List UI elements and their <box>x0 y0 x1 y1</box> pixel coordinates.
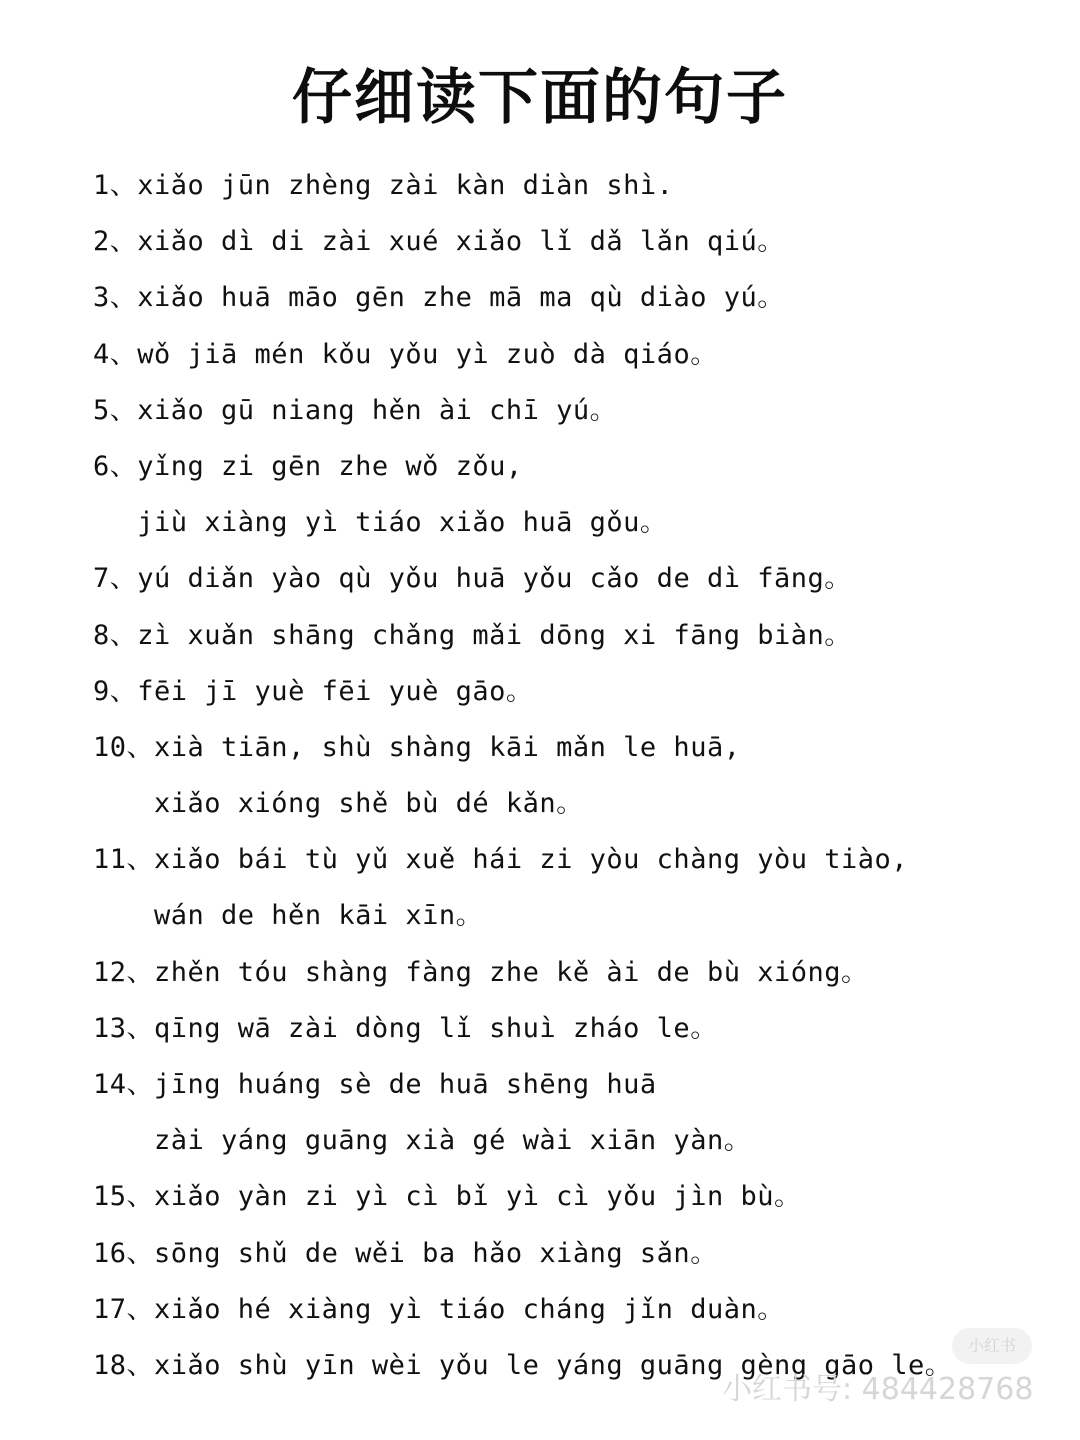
sentence-text: yǐng zi gēn zhe wǒ zǒu, <box>137 450 523 482</box>
sentence-number: 5、 <box>93 394 138 426</box>
sentence-text: qīng wā zài dòng lǐ shuì zháo le。 <box>154 1012 718 1044</box>
sentence-2 <box>93 214 1053 270</box>
sentence-text: xiǎo xióng shě bù dé kǎn。 <box>154 788 584 820</box>
sentence-6 <box>93 439 1053 495</box>
sentence-text: zhěn tóu shàng fàng zhe kě ài de bù xióng。 <box>154 956 869 988</box>
sentence-6-continued <box>93 495 1053 551</box>
sentence-11-continued <box>93 888 1053 944</box>
sentence-5 <box>93 383 1053 439</box>
sentence-number: 8、 <box>93 619 138 651</box>
sentence-number: 13、 <box>93 1012 155 1044</box>
sentence-text: jīng huáng sè de huā shēng huā <box>154 1069 657 1100</box>
sentence-text: xiǎo huā māo gēn zhe mā ma qù diào yú。 <box>137 282 785 314</box>
sentence-number: 4、 <box>93 338 138 370</box>
sentence-9 <box>93 664 1053 720</box>
sentence-number: 16、 <box>93 1237 155 1269</box>
sentence-10-continued <box>93 776 1053 832</box>
sentence-text: xiǎo bái tù yǔ xuě hái zi yòu chàng yòu tiào, <box>154 844 909 876</box>
sentence-number: 14、 <box>93 1069 155 1100</box>
sentence-number: 15、 <box>93 1181 155 1213</box>
sentence-8 <box>93 608 1053 664</box>
sentence-text: sōng shǔ de wěi ba hǎo xiàng sǎn。 <box>154 1237 718 1269</box>
sentence-text: xiǎo hé xiàng yì tiáo cháng jǐn duàn。 <box>154 1293 785 1325</box>
sentence-text: zì xuǎn shāng chǎng mǎi dōng xi fāng biàn。 <box>137 619 852 651</box>
sentence-7 <box>93 551 1053 607</box>
sentence-number: 6、 <box>93 450 138 482</box>
sentence-11 <box>93 832 1053 888</box>
watermark-text: 小红书号: 484428768 <box>722 1372 1034 1407</box>
sentence-number: 12、 <box>93 956 155 988</box>
sentence-3 <box>93 270 1053 326</box>
sentence-number: 9、 <box>93 675 138 707</box>
sentence-text: fēi jī yuè fēi yuè gāo。 <box>137 675 534 707</box>
sentence-16 <box>93 1226 1053 1282</box>
sentence-text: wǒ jiā mén kǒu yǒu yì zuò dà qiáo。 <box>137 338 718 370</box>
sentence-4 <box>93 327 1053 383</box>
sentence-1 <box>93 158 1053 214</box>
sentence-list <box>93 158 1053 1394</box>
sentence-number: 11、 <box>93 844 155 876</box>
watermark-badge: 小红书 <box>952 1328 1032 1364</box>
sentence-text: xiǎo jūn zhèng zài kàn diàn shì. <box>137 170 674 201</box>
sentence-text: yú diǎn yào qù yǒu huā yǒu cǎo de dì fāng。 <box>137 563 852 595</box>
sentence-14 <box>93 1057 1053 1113</box>
sentence-text: xiǎo yàn zi yì cì bǐ yì cì yǒu jìn bù。 <box>154 1181 802 1213</box>
sentence-17 <box>93 1282 1053 1338</box>
sentence-number: 2、 <box>93 226 138 258</box>
sentence-13 <box>93 1001 1053 1057</box>
sentence-number: 1、 <box>93 170 138 201</box>
sentence-12 <box>93 945 1053 1001</box>
sentence-text: wán de hěn kāi xīn。 <box>154 900 484 932</box>
sentence-10 <box>93 720 1053 776</box>
sentence-number: 18、 <box>93 1349 155 1381</box>
sentence-number: 3、 <box>93 282 138 314</box>
page-title: 仔细读下面的句子 <box>292 63 788 133</box>
sentence-number: 10、 <box>93 731 155 763</box>
sentence-text: zài yáng guāng xià gé wài xiān yàn。 <box>154 1125 752 1157</box>
sentence-text: xiǎo dì di zài xué xiǎo lǐ dǎ lǎn qiú。 <box>137 226 785 258</box>
sentence-text: xià tiān, shù shàng kāi mǎn le huā, <box>154 731 741 763</box>
sentence-14-continued <box>93 1113 1053 1169</box>
sentence-text: xiǎo gū niang hěn ài chī yú。 <box>137 394 618 426</box>
sentence-number: 7、 <box>93 563 138 595</box>
sentence-text: jiù xiàng yì tiáo xiǎo huā gǒu。 <box>137 507 668 539</box>
sentence-15 <box>93 1169 1053 1225</box>
sentence-number: 17、 <box>93 1293 155 1325</box>
sentence-text: xiǎo shù yīn wèi yǒu le yáng guāng gèng gāo le。 <box>154 1349 953 1381</box>
